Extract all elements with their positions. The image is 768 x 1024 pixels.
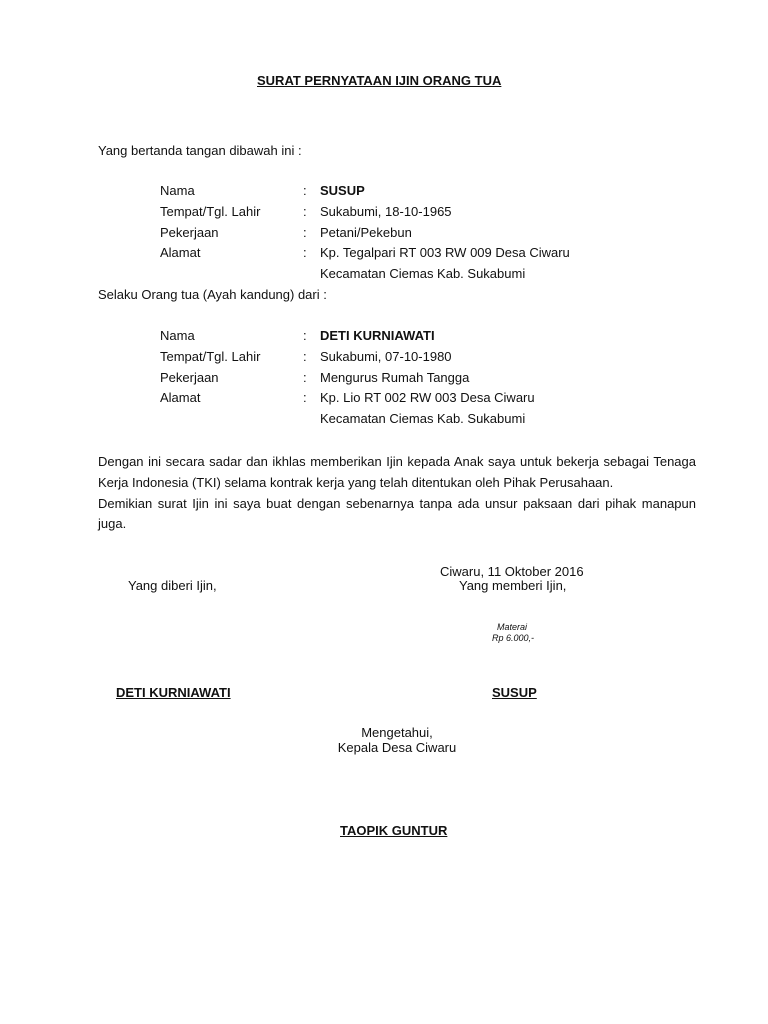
parent-name: SUSUP [320,183,365,198]
statement-paragraph-2: Demikian surat Ijin ini saya buat dengan sebenarnya tanpa ada unsur paksaan dari pihak manapun juga. [98,495,696,532]
relation-text: Selaku Orang tua (Ayah kandung) dari : [98,287,327,302]
colon: : [303,204,307,219]
colon: : [303,183,307,198]
left-signatory-name: DETI KURNIAWATI [116,685,231,700]
colon: : [303,390,307,405]
label-nama: Nama [160,183,195,198]
parent-ttl-row [0,204,768,220]
parent-ttl: Sukabumi, 18-10-1965 [320,204,452,219]
witness-caption-1: Mengetahui, [361,725,433,740]
colon: : [303,245,307,260]
child-address-row [0,390,768,406]
child-job-row [0,370,768,386]
parent-job-row [0,225,768,241]
parent-address-row [0,245,768,261]
colon: : [303,225,307,240]
child-address-row-2 [0,411,768,427]
child-name: DETI KURNIAWATI [320,328,435,343]
right-signatory-name: SUSUP [492,685,537,700]
label-pekerjaan: Pekerjaan [160,225,219,240]
label-ttl: Tempat/Tgl. Lahir [160,349,261,364]
label-ttl: Tempat/Tgl. Lahir [160,204,261,219]
child-ttl: Sukabumi, 07-10-1980 [320,349,452,364]
parent-address-line-1: Kp. Tegalpari RT 003 RW 009 Desa Ciwaru [320,245,570,260]
label-pekerjaan: Pekerjaan [160,370,219,385]
witness-name: TAOPIK GUNTUR [340,823,448,838]
colon: : [303,349,307,364]
label-alamat: Alamat [160,390,201,405]
parent-name-row [0,183,768,199]
child-job: Mengurus Rumah Tangga [320,370,470,385]
child-address-line-2: Kecamatan Ciemas Kab. Sukabumi [320,411,526,426]
label-nama: Nama [160,328,195,343]
intro-text: Yang bertanda tangan dibawah ini : [98,143,302,158]
colon: : [303,370,307,385]
statement-paragraph-1: Dengan ini secara sadar dan ikhlas memberikan Ijin kepada Anak saya untuk bekerja sebagai Tenaga Kerja Indonesia (TKI) selama kontrak kerja yang telah ditentukan oleh Pihak Perusahaan. [98,454,696,490]
stamp-value: Rp 6.000,- [492,633,535,643]
witness-caption-2: Kepala Desa Ciwaru [337,740,457,755]
place-date: Ciwaru, 11 Oktober 2016 [440,564,584,579]
label-alamat: Alamat [160,245,201,260]
child-address-line-1: Kp. Lio RT 002 RW 003 Desa Ciwaru [320,390,535,405]
left-signature-caption: Yang diberi Ijin, [128,578,217,593]
child-name-row [0,328,768,344]
letter-title: SURAT PERNYATAAN IJIN ORANG TUA [257,73,502,88]
colon: : [303,328,307,343]
right-signature-caption: Yang memberi Ijin, [459,578,567,593]
parent-job: Petani/Pekebun [320,225,412,240]
statement-body [98,452,696,535]
parent-address-line-2: Kecamatan Ciemas Kab. Sukabumi [320,266,526,281]
child-ttl-row [0,349,768,365]
parent-address-row-2 [0,266,768,282]
stamp-label: Materai [497,622,528,632]
